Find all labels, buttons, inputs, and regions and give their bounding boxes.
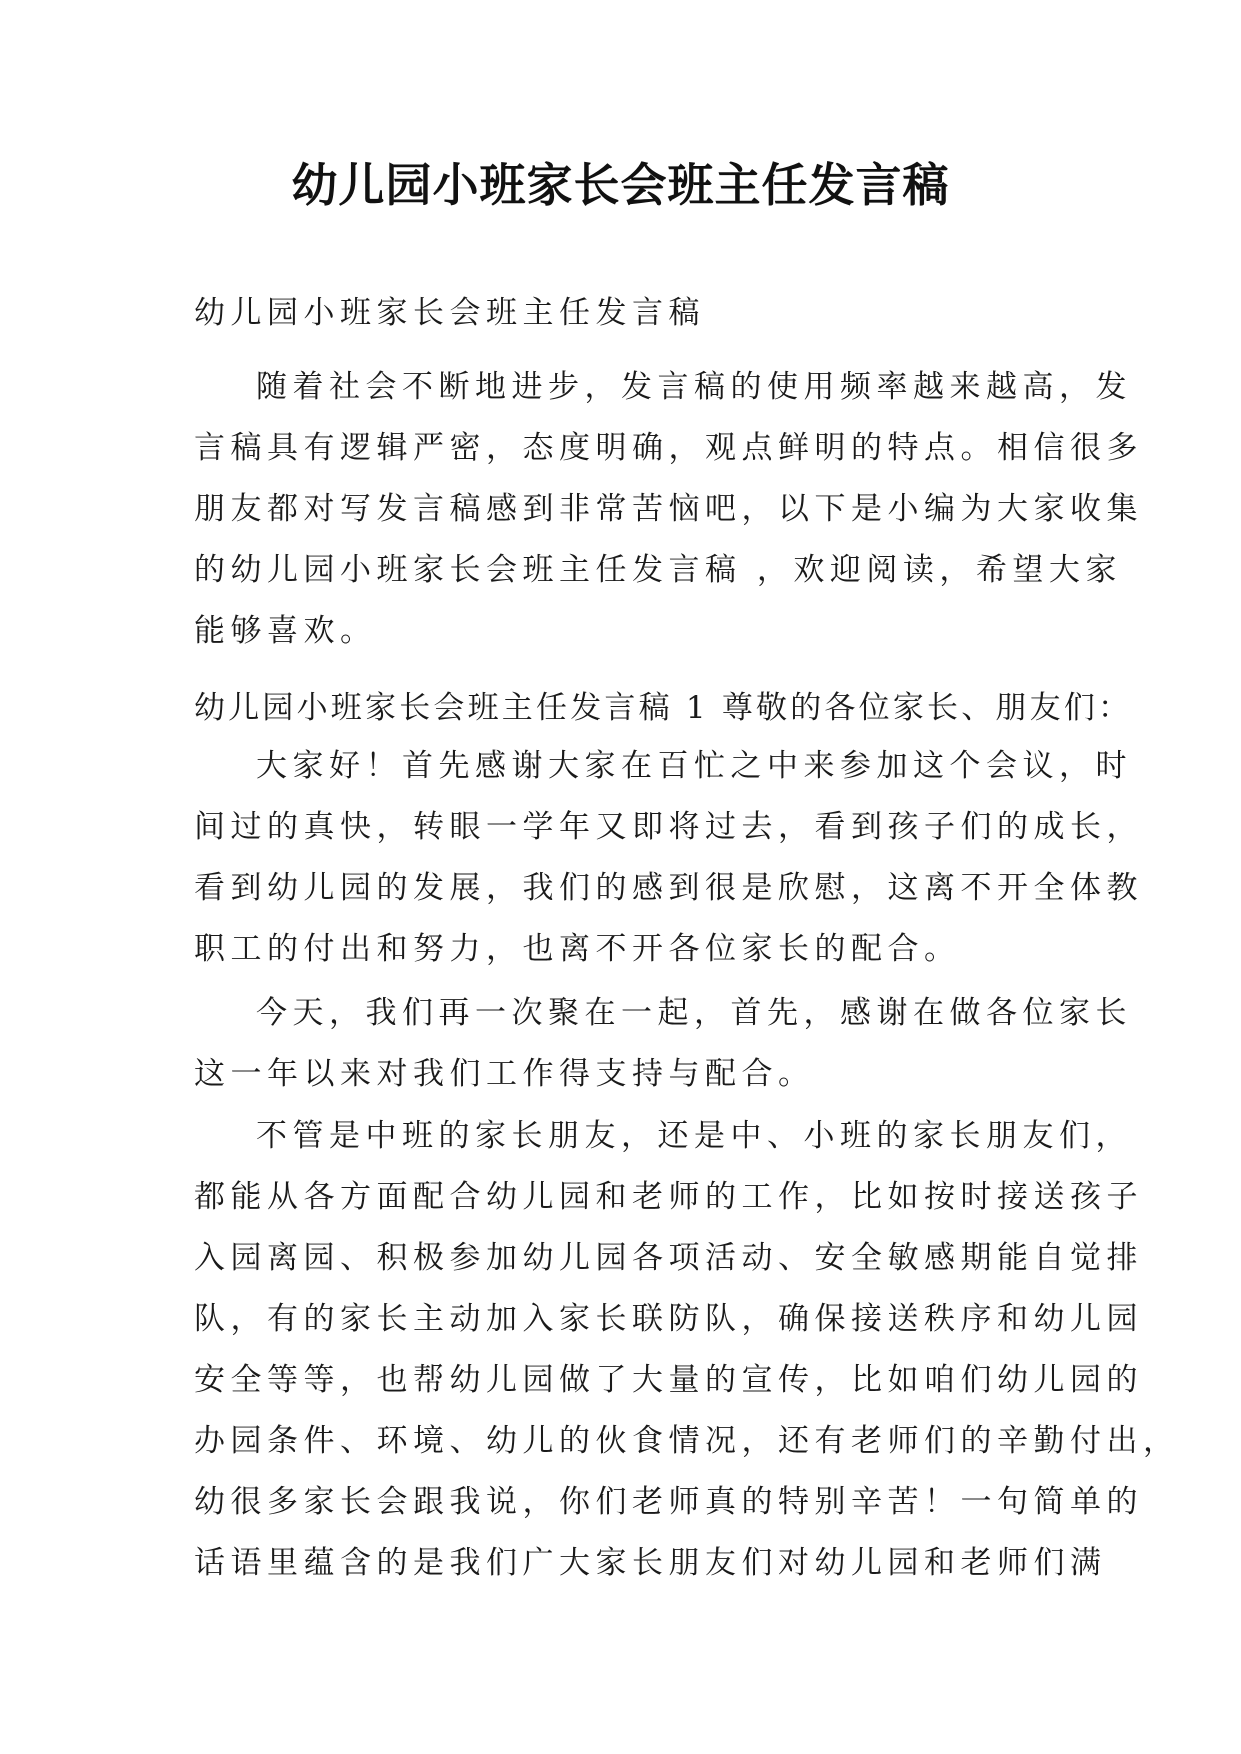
paragraph-line: 安全等等，也帮幼儿园做了大量的宣传，比如咱们幼儿园的: [194, 1362, 1143, 1398]
paragraph-line: 的幼儿园小班家长会班主任发言稿 ，欢迎阅读，希望大家: [194, 552, 1122, 588]
paragraph-line: 办园条件、环境、幼儿的伙食情况，还有老师们的辛勤付出，: [194, 1423, 1180, 1459]
paragraph-line: 看到幼儿园的发展，我们的感到很是欣慰，这离不开全体教: [194, 870, 1143, 906]
greeting-paragraph: [194, 736, 1143, 980]
document-title: 幼儿园小班家长会班主任发言稿: [291, 158, 950, 212]
paragraph-line: 大家好！首先感谢大家在百忙之中来参加这个会议，时: [256, 748, 1132, 784]
paragraph-line: 幼很多家长会跟我说，你们老师真的特别辛苦！一句简单的: [194, 1484, 1143, 1520]
paragraph-line: 职工的付出和努力，也离不开各位家长的配合。: [194, 931, 961, 967]
paragraph-line: 能够喜欢。: [194, 613, 377, 649]
paragraph-line: 今天，我们再一次聚在一起，首先，感谢在做各位家长: [256, 995, 1132, 1031]
speech-heading: 幼儿园小班家长会班主任发言稿 1 尊敬的各位家长、朋友们：: [194, 690, 1133, 726]
paragraph-line: 间过的真快，转眼一学年又即将过去，看到孩子们的成长，: [194, 809, 1143, 845]
paragraph-line: 言稿具有逻辑严密，态度明确，观点鲜明的特点。相信很多: [194, 430, 1143, 466]
paragraph-line: 朋友都对写发言稿感到非常苦恼吧，以下是小编为大家收集: [194, 491, 1143, 527]
intro-paragraph: [194, 357, 1143, 662]
paragraph-line: 队，有的家长主动加入家长联防队，确保接送秩序和幼儿园: [194, 1301, 1143, 1337]
thanks-paragraph: [194, 983, 1132, 1105]
paragraph-line: 不管是中班的家长朋友，还是中、小班的家长朋友们，: [256, 1118, 1132, 1154]
paragraph-line: 入园离园、积极参加幼儿园各项活动、安全敏感期能自觉排: [194, 1240, 1143, 1276]
document-subtitle: 幼儿园小班家长会班主任发言稿: [194, 295, 705, 331]
paragraph-line: 这一年以来对我们工作得支持与配合。: [194, 1056, 815, 1092]
paragraph-line: 随着社会不断地进步，发言稿的使用频率越来越高，发: [256, 369, 1132, 405]
paragraph-line: 话语里蕴含的是我们广大家长朋友们对幼儿园和老师们满: [194, 1545, 1107, 1581]
cooperation-paragraph: [194, 1106, 1180, 1594]
paragraph-line: 都能从各方面配合幼儿园和老师的工作，比如按时接送孩子: [194, 1179, 1143, 1215]
